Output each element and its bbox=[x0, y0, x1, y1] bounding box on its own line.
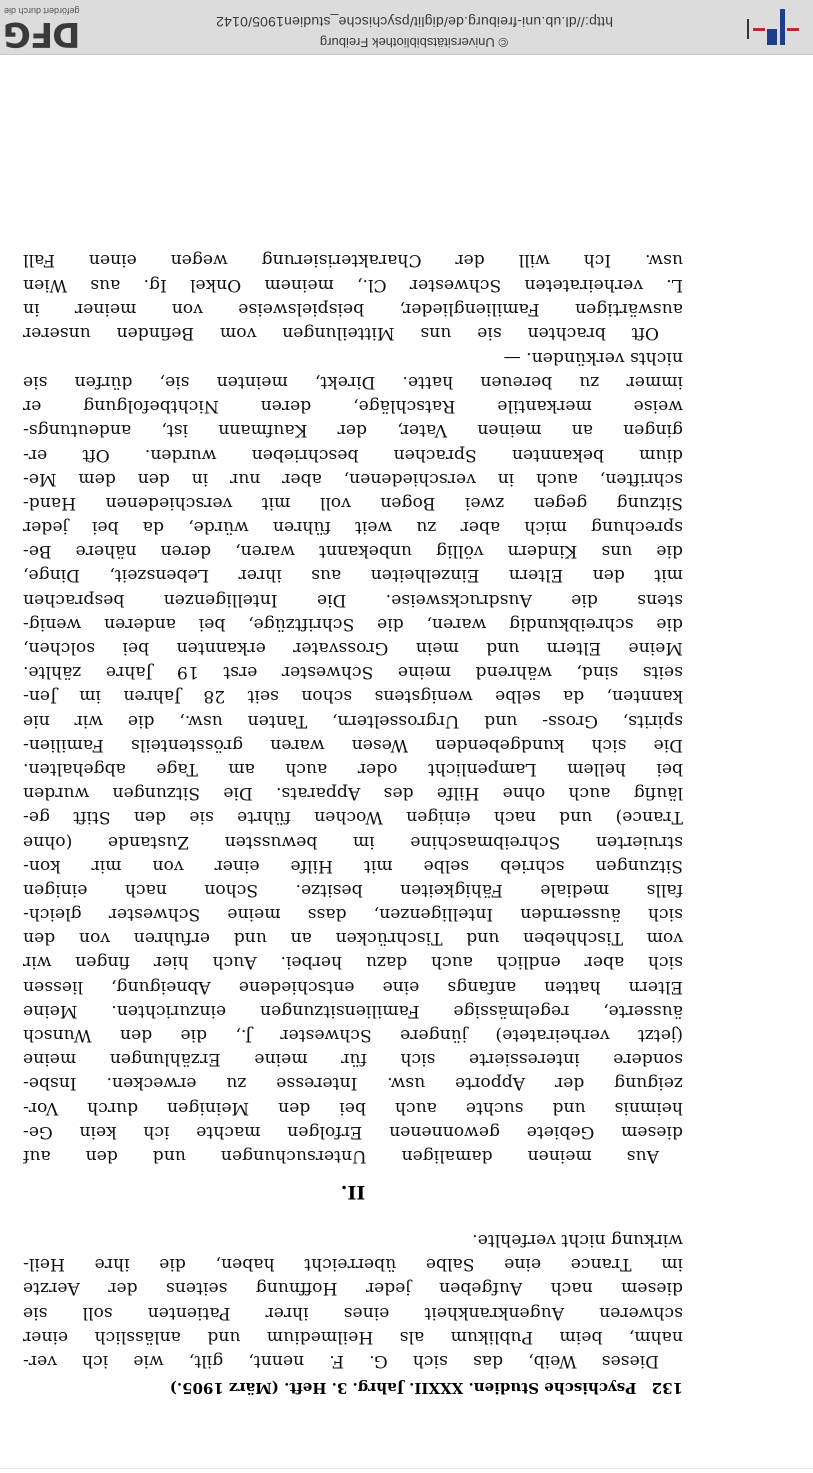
text-line: schriften, auch in verschiedenen, aber nur in den dem Me- bbox=[23, 468, 683, 489]
text-line: diesem nach Aufgeben jeder Hoffnung seitens der Aerzte bbox=[23, 1278, 683, 1299]
text-line: Dieses Weib, das sich G. F. nennt, gilt, wie ich ver- bbox=[23, 1351, 659, 1371]
dfg-logo bbox=[4, 2, 88, 52]
copyright-text: © Universitätsbibliothek Freiburg bbox=[319, 35, 508, 50]
text-line: äusserte, regelmässige Familiensitzungen einzurichten. Meine bbox=[23, 1000, 683, 1021]
text-line: die uns Kindern völlig unbekannt waren, deren nähere Be- bbox=[23, 541, 683, 562]
text-line: Oft brachten sie uns Mitteilungen vom Befinden unserer bbox=[23, 323, 659, 343]
text-line: zeigung der Apporte usw. Interesse zu erwecken. Insbe- bbox=[23, 1073, 683, 1094]
paragraph-3 bbox=[23, 248, 683, 345]
text-line: im Trance eine Salbe überreicht haben, die ihre Heil- bbox=[23, 1254, 683, 1275]
text-line: sich äussernden Intelligenzen, dass meine Schwester gleich- bbox=[23, 904, 683, 925]
paragraph-1 bbox=[23, 1228, 683, 1373]
text-line: seits sind, während meine Schwester erst 19 Jahre zählte. bbox=[23, 662, 683, 683]
text-line: vom Tischheben und Tischrücken an und erfuhren von den bbox=[23, 928, 683, 949]
text-line: nichts verkünden. — bbox=[503, 347, 683, 368]
running-title: Psychische Studien. XXXII. Jahrg. 3. Heft. (März 1905.) bbox=[169, 1379, 637, 1397]
text-line: stens die Ausdrucksweise. Die Intelligenzen besprachen bbox=[23, 589, 683, 610]
text-line: bei hellem Lampenlicht oder auch am Tage abgehalten. bbox=[23, 759, 683, 779]
text-line: gingen an meinen Vater, der Kaufmann ist, andeutungs- bbox=[23, 420, 683, 441]
text-line: die schreibkundig waren, die Schriftzüge, bei anderen wenig- bbox=[23, 613, 683, 634]
text-line: läufig auch ohne Hilfe des Apparats. Die Sitzungen wurden bbox=[23, 783, 683, 804]
text-line: nahm, beim Publikum als Heilmedium und anlässlich einer bbox=[23, 1326, 683, 1347]
library-logo bbox=[747, 9, 799, 45]
text-line: spirits, Gross- und Urgrosseltern, Tanten usw., die wir nie bbox=[23, 710, 683, 731]
section-heading: II. bbox=[340, 1181, 366, 1203]
text-line: auswärtigen Familienglieder, beispielsweise von meiner in bbox=[23, 298, 683, 319]
text-line: immer zu bereuen hatte. Direkt, meinten sie, dürfen sie bbox=[23, 372, 683, 392]
divider bbox=[0, 1468, 813, 1469]
text-line: Sitzung gegen zwei Bogen voll mit verschiedenen Hand- bbox=[23, 492, 683, 513]
document-url-link[interactable]: http://dl.ub.uni-freiburg.de/diglit/psychische_studien1905/0142 bbox=[215, 14, 613, 30]
text-line: L. verheirateten Schwester Cl., meinem Onkel Ig. aus Wien bbox=[23, 274, 683, 295]
text-line: diesem Gebiete gewonnenen Erfolgen machte ich kein Ge- bbox=[23, 1121, 683, 1142]
text-line: heimnis und suchte auch bei den Meinigen durch Vor- bbox=[23, 1097, 683, 1118]
text-line: wirkung nicht verfehlte. bbox=[472, 1230, 683, 1251]
text-line: sich aber endlich auch dazu herbei. Auch hier fingen wir bbox=[23, 952, 683, 973]
text-line: falls mediale Fähigkeiten besitze. Schon nach einigen bbox=[23, 879, 683, 900]
text-line: mit den Eltern Einzelheiten aus ihrer Lebenszeit, Dinge, bbox=[23, 565, 683, 586]
dfg-mark: DFG bbox=[4, 14, 81, 54]
paragraph-2 bbox=[23, 346, 683, 1168]
text-line: Trance) und nach einigen Wochen führte sie den Stift ge- bbox=[23, 807, 683, 828]
text-line: struierten Schreibmaschine im bewussten Zustande (ohne bbox=[23, 831, 683, 852]
text-line: Aus meinen damaligen Untersuchungen und den auf bbox=[23, 1146, 659, 1166]
text-line: Meine Eltern und mein Grossvater erkannten bei solchen, bbox=[23, 638, 683, 659]
text-line: Die sich kundgebenden Wesen waren grösstenteils Familien- bbox=[23, 734, 683, 755]
text-line: usw. Ich will der Charakterisierung wegen einen Fall bbox=[23, 250, 683, 271]
page-header bbox=[73, 1379, 683, 1397]
page-number: 132 bbox=[651, 1379, 683, 1397]
text-line: dium bekannten Sprachen beschrieben wurden. Oft er- bbox=[23, 444, 683, 465]
library-footer bbox=[0, 0, 813, 55]
dfg-subtitle: gefördert durch die bbox=[4, 6, 80, 16]
text-line: sondere interessierte sich für meine Erzählungen meine bbox=[23, 1049, 683, 1070]
text-line: weise merkantile Ratschläge, deren Nichtbefolgung er bbox=[23, 396, 683, 417]
text-line: Sitzungen schrieb selbe mit Hilfe einer von mir kon- bbox=[23, 855, 683, 876]
text-line: sprechung mich aber zu weit führen würde, da bei jeder bbox=[23, 517, 683, 538]
text-line: kannten, da selbe wenigstens schon seit 28 Jahren im Jen- bbox=[23, 686, 683, 707]
text-line: (jetzt verheiratete) jüngere Schwester J., die den Wunsch bbox=[23, 1025, 683, 1046]
text-line: Eltern hatten anfangs eine entschiedene Abneigung, liessen bbox=[23, 976, 683, 997]
text-line: schweren Augenkrankheit eines ihrer Patienten soll sie bbox=[23, 1302, 683, 1323]
